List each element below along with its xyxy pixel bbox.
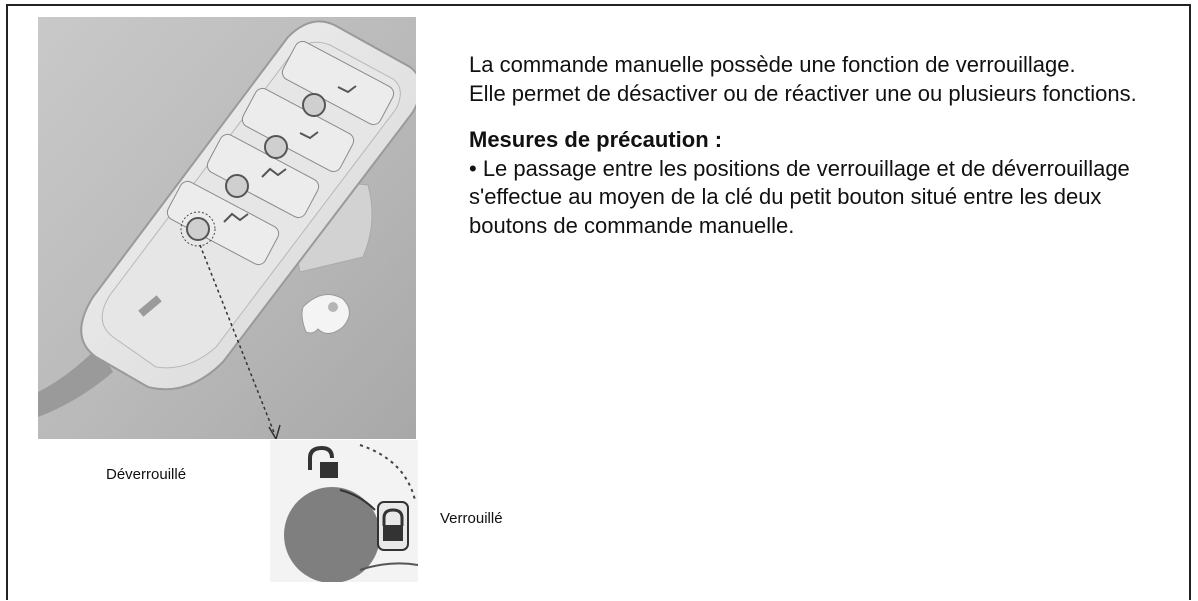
intro-line-1: La commande manuelle possède une fonction de verrouillage. [469, 52, 1076, 77]
caption-locked: Verrouillé [440, 510, 503, 527]
caption-unlocked: Déverrouillé [106, 466, 187, 483]
padlock-closed-icon [378, 502, 408, 550]
precautions-heading: Mesures de précaution : [469, 127, 723, 152]
intro-line-2: Elle permet de désactiver ou de réactiver une ou plusieurs fonctions. [469, 80, 1137, 106]
precautions-bullet: • Le passage entre les positions de verrouillage et de déverrouillage s'effectue au moyen de la clé du petit bouton situé entre les deux boutons de commande manuelle. [469, 155, 1130, 238]
hand-control-photo [38, 17, 416, 439]
instruction-text [469, 51, 1169, 240]
lock-button-closeup [270, 440, 418, 582]
